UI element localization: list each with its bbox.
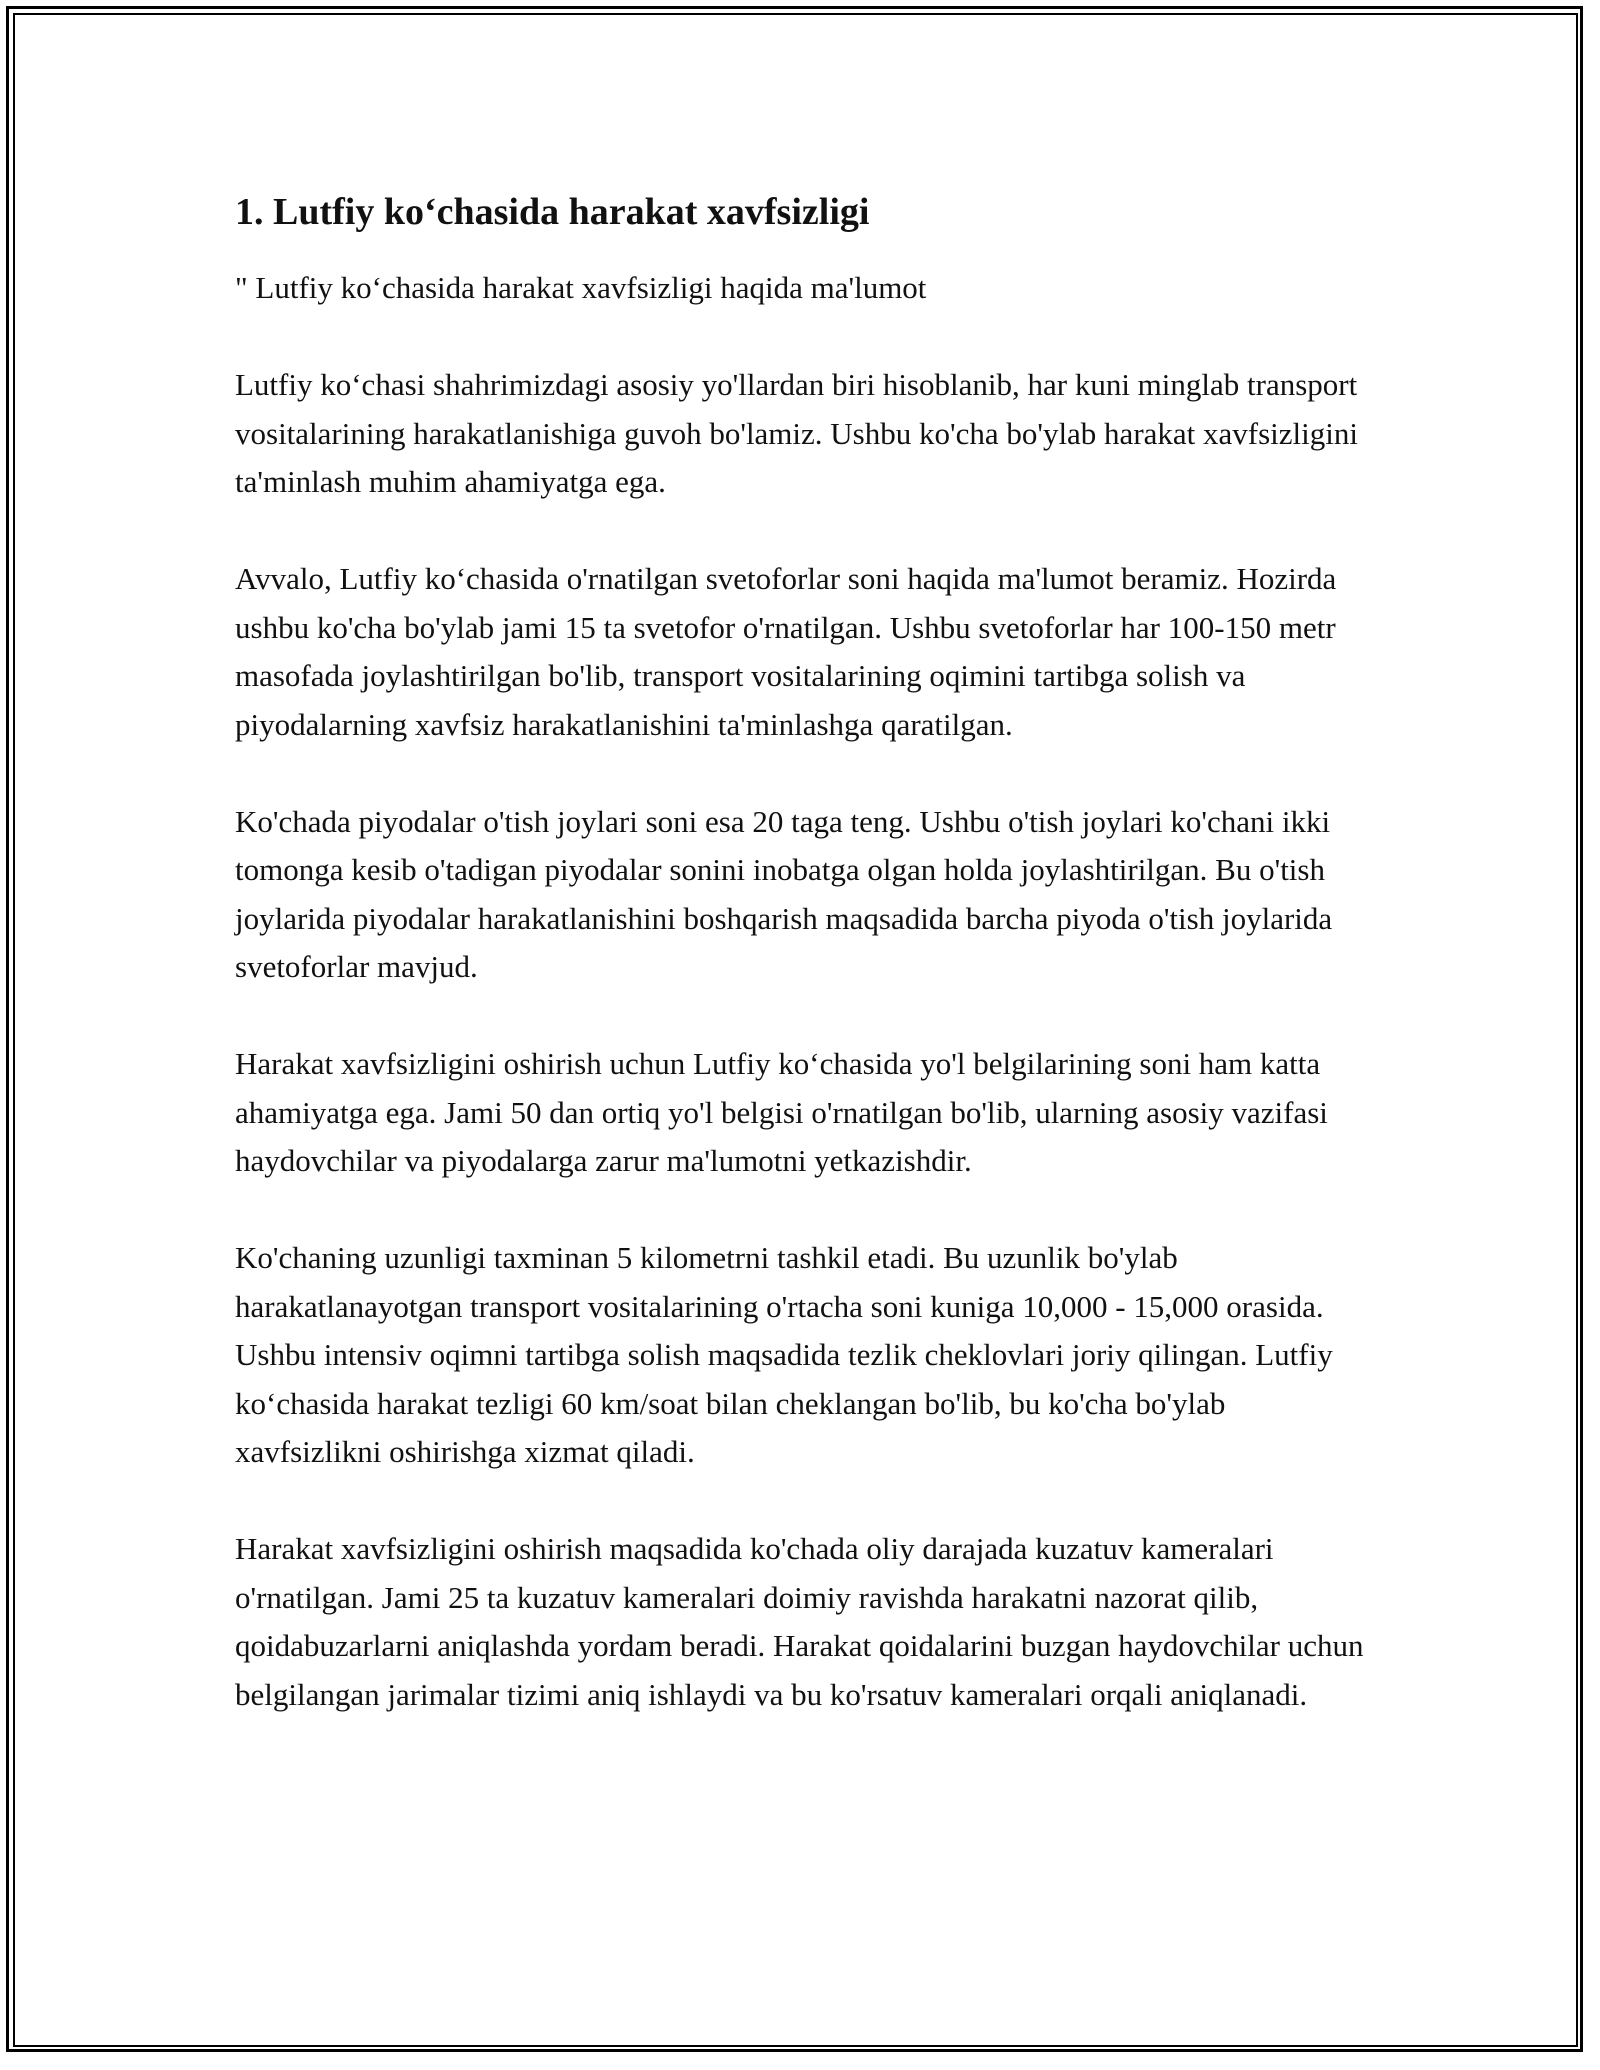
- paragraph-3: Ko'chada piyodalar o'tish joylari soni esa 20 taga teng. Ushbu o'tish joylari ko'chani ikki tomonga kesib o'tadigan piyodalar sonini inobatga olgan holda joylashtirilgan. Bu o'tish joylarida piyodalar harakatlanishini boshqarish maqsadida barcha piyoda o'tish joylarida svetoforlar mavjud.: [235, 803, 1333, 984]
- document-subtitle: " Lutfiy ko‘chasida harakat xavfsizligi haqida ma'lumot: [235, 270, 927, 305]
- paragraph-1: Lutfiy ko‘chasi shahrimizdagi asosiy yo'llardan biri hisoblanib, har kuni minglab transport vositalarining harakatlanishiga guvoh bo'lamiz. Ushbu ko'cha bo'ylab harakat xavfsizligini ta'minlash muhim ahamiyatga ega.: [235, 367, 1358, 499]
- paragraph-2: Avvalo, Lutfiy ko‘chasida o'rnatilgan svetoforlar soni haqida ma'lumot beramiz. Hozirda ushbu ko'cha bo'ylab jami 15 ta svetofor o'rnatilgan. Ushbu svetoforlar har 100-150 metr masofada joylashtirilgan bo'lib, transport vositalarining oqimini tartibga solish va piyodalarning xavfsiz harakatlanishini ta'minlashga qaratilgan.: [235, 561, 1337, 742]
- paragraph-5: Ko'chaning uzunligi taxminan 5 kilometrni tashkil etadi. Bu uzunlik bo'ylab harakatlanayotgan transport vositalarining o'rtacha soni kuniga 10,000 - 15,000 orasida. Ushbu intensiv oqimni tartibga solish maqsadida tezlik cheklovlari joriy qilingan. Lutfiy ko‘chasida harakat tezligi 60 km/soat bilan cheklangan bo'lib, bu ko'cha bo'ylab xavfsizlikni oshirishga xizmat qiladi.: [235, 1240, 1333, 1469]
- document-body: [235, 188, 1375, 1768]
- paragraph-6: Harakat xavfsizligini oshirish maqsadida ko'chada oliy darajada kuzatuv kameralari o'rnatilgan. Jami 25 ta kuzatuv kameralari doimiy ravishda harakatni nazorat qilib, qoidabuzarlarni aniqlashda yordam beradi. Harakat qoidalarini buzgan haydovchilar uchun belgilangan jarimalar tizimi aniq ishlaydi va bu ko'rsatuv kameralari orqali aniqlanadi.: [235, 1531, 1364, 1712]
- paragraph-4: Harakat xavfsizligini oshirish uchun Lutfiy ko‘chasida yo'l belgilarining soni ham katta ahamiyatga ega. Jami 50 dan ortiq yo'l belgisi o'rnatilgan bo'lib, ularning asosiy vazifasi haydovchilar va piyodalarga zarur ma'lumotni yetkazishdir.: [235, 1046, 1328, 1178]
- document-title: 1. Lutfiy ko‘chasida harakat xavfsizligi: [235, 191, 870, 233]
